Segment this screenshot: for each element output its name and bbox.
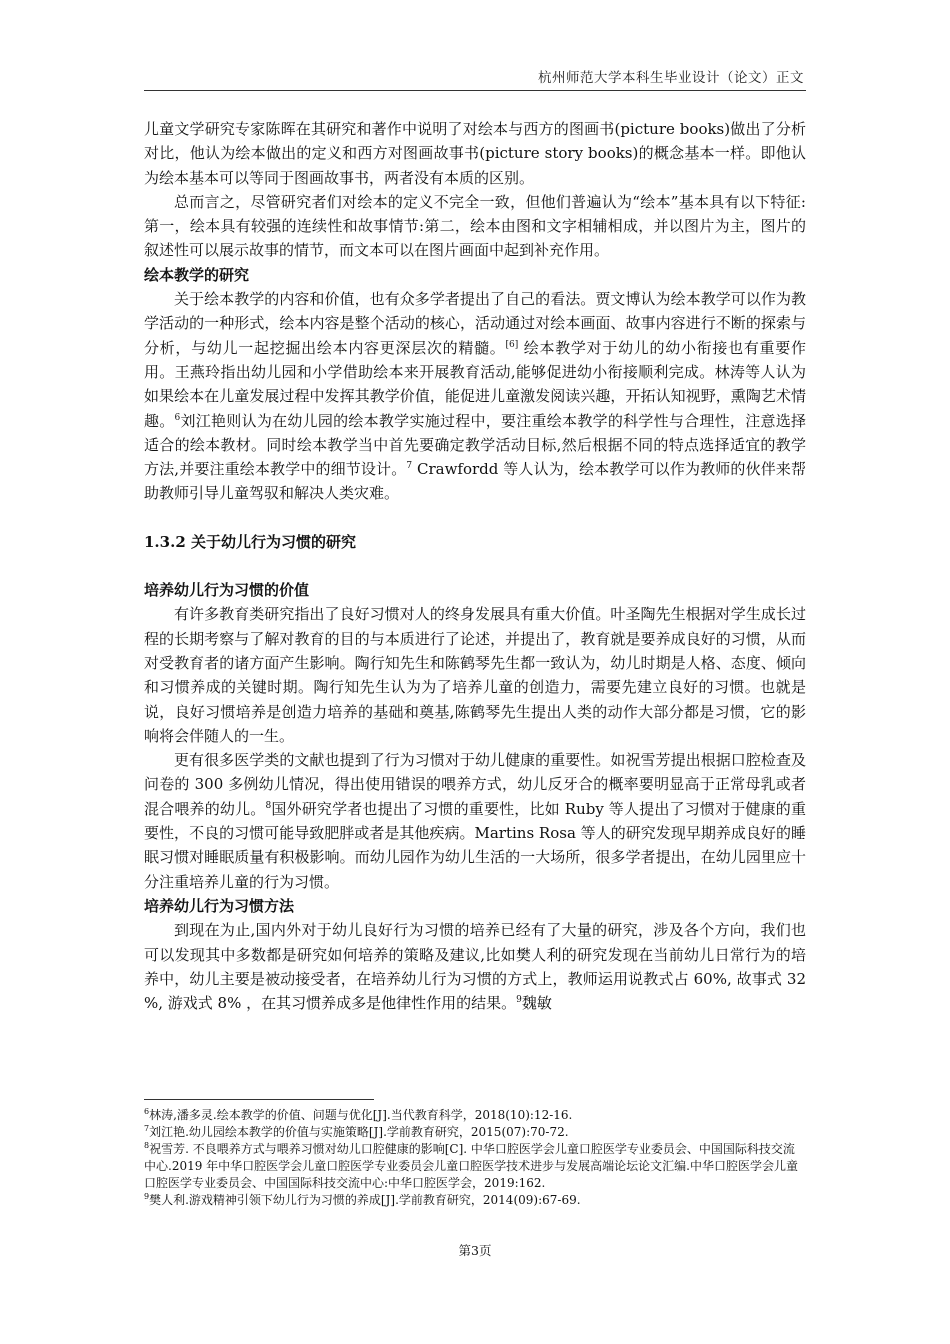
paragraph-5-text-a: 更有很多医学类的文献也提到了行为习惯对于幼儿健康的重要性。如祝雪芳提出根据口腔检查及问卷的 300 多例幼儿情况，得出使用错误的喂养方式，幼儿反牙合的概率要明显高于正常母乳或者混合喂养的幼儿。 [144,751,806,818]
footnote-text: 林涛,潘多灵.绘本教学的价值、问题与优化[J].当代教育科学，2018(10):12-16. [149,1108,573,1122]
footnote [144,1192,806,1209]
footnote-text: 刘江艳.幼儿园绘本教学的价值与实施策略[J].学前教育研究，2015(07):70-72. [149,1125,569,1139]
paragraph-6-text-a: 到现在为止,国内外对于幼儿良好行为习惯的培养已经有了大量的研究，涉及各个方向，我们也可以发现其中多数都是研究如何培养的策略及建议,比如樊人利的研究发现在当前幼儿日常行为的培养中，幼儿主要是被动接受者，在培养幼儿行为习惯的方式上，教师运用说教式占 60%, 故事式 32 %, 游戏式 8% ，在其习惯养成多是他律性作用的结果。 [144,921,806,1013]
footnote-text: 樊人利.游戏精神引领下幼儿行为习惯的养成[J].学前教育研究，2014(09):67-69. [149,1193,581,1207]
spacer [144,554,806,578]
footnote [144,1141,806,1192]
footnote-marker: 6 [174,412,181,423]
footnote-number: 8 [144,1141,150,1150]
paragraph-2: 总而言之，尽管研究者们对绘本的定义不完全一致，但他们普遍认为“绘本”基本具有以下特征:第一，绘本具有较强的连续性和故事情节:第二，绘本由图和文字相辅相成，并以图片为主，图片的叙述性可以展示故事的情节，而文本可以在图片画面中起到补充作用。 [144,192,806,260]
footnote-marker: 9 [516,995,522,1006]
paragraph-3-text-b: 绘本教学对于幼儿的幼小衔接也有重要作用。王燕玲指出幼儿园和小学借助绘本来开展教育活动,能够促进幼小衔接顺利完成。林涛等人认为如果绘本在儿童发展过程中发挥其教学价值，能促进儿童激发阅读兴趣，开拓认知视野，熏陶艺术情趣。 [144,338,806,430]
footnote [144,1107,806,1124]
paragraph-6 [144,918,806,1015]
paragraph-3 [144,287,806,506]
footnote-marker: 8 [265,800,272,811]
footnote-separator [144,1099,374,1100]
footnote [144,1124,806,1141]
subheading-habit-value: 培养幼儿行为习惯的价值 [144,581,310,600]
footnote-number: 6 [144,1107,150,1116]
paragraph-4: 有许多教育类研究指出了良好习惯对人的终身发展具有重大价值。叶圣陶先生根据对学生成长过程的长期考察与了解对教育的目的与本质进行了论述，并提出了，教育就是要养成良好的习惯，从而对受教育者的诸方面产生影响。陶行知先生和陈鹤琴先生都一致认为，幼儿时期是人格、态度、倾向和习惯养成的关键时期。陶行知先生认为为了培养儿童的创造力，需要先建立良好的习惯。也就是说，良好习惯培养是创造力培养的基础和奠基,陈鹤琴先生提出人类的动作大部分都是习惯，它的影响将会伴随人的一生。 [144,605,806,745]
paragraph-3-text-d: Crawfordd 等人认为，绘本教学可以作为教师的伙伴来帮助教师引导儿童驾驭和解决人类灾难。 [144,460,806,503]
citation-marker: [6] [505,339,519,350]
subheading-habit-methods: 培养幼儿行为习惯方法 [144,896,295,915]
footnote-marker: 7 [406,461,413,472]
paragraph-5-text-b: 国外研究学者也提出了习惯的重要性，比如 Ruby 等人提出了习惯对于健康的重要性，不良的习惯可能导致肥胖或者是其他疾病。Martins Rosa 等人的研究发现早期养成良好的睡眠习惯对睡眠质量有积极影响。而幼儿园作为幼儿生活的一大场所，很多学者提出，在幼儿园里应十分注重培养儿童的行为习惯。 [144,799,806,891]
footnote-number: 7 [144,1124,150,1133]
footnote-number: 9 [144,1192,150,1201]
footnote-text: 祝雪芳. 不良喂养方式与喂养习惯对幼儿口腔健康的影响[C]. 中华口腔医学会儿童口腔医学专业委员会、中国国际科技交流中心.2019 年中华口腔医学会儿童口腔医学专业委员会儿童口腔医学技术进步与发展高端论坛论文汇编.中华口腔医学会儿童口腔医学专业委员会、中国国际科技交流中心:中华口腔医学会，2019:162. [144,1142,798,1190]
footnotes [144,1107,806,1209]
paragraph-3-text-a: 关于绘本教学的内容和价值，也有众多学者提出了自己的看法。贾文博认为绘本教学可以作为教学活动的一种形式，绘本内容是整个活动的核心，活动通过对绘本画面、故事内容进行不断的探索与分析，与幼儿一起挖掘出绘本内容更深层次的精髓。 [144,290,806,357]
page-number: 第3页 [458,1243,492,1258]
running-header: 杭州师范大学本科生毕业设计（论文）正文 [538,70,804,86]
spacer [144,506,806,530]
header-rule [144,90,806,91]
subheading-picture-book-teaching: 绘本教学的研究 [144,265,250,284]
body-text [144,117,806,1015]
section-title: 1.3.2 关于幼儿行为习惯的研究 [144,532,356,551]
paragraph-5 [144,748,806,894]
paragraph-3-text-c: 刘江艳则认为在幼儿园的绘本教学实施过程中，要注重绘本教学的科学性与合理性，注意选择适合的绘本教材。同时绘本教学当中首先要确定教学活动目标,然后根据不同的特点选择适宜的教学方法,并要注重绘本教学中的细节设计。 [144,411,806,479]
paragraph-1: 儿童文学研究专家陈晖在其研究和著作中说明了对绘本与西方的图画书(picture books)做出了分析对比，他认为绘本做出的定义和西方对图画故事书(picture story books)的概念基本一样。即他认为绘本基本可以等同于图画故事书，两者没有本质的区别。 [144,120,806,187]
paragraph-6-text-b: 魏敏 [521,994,552,1013]
